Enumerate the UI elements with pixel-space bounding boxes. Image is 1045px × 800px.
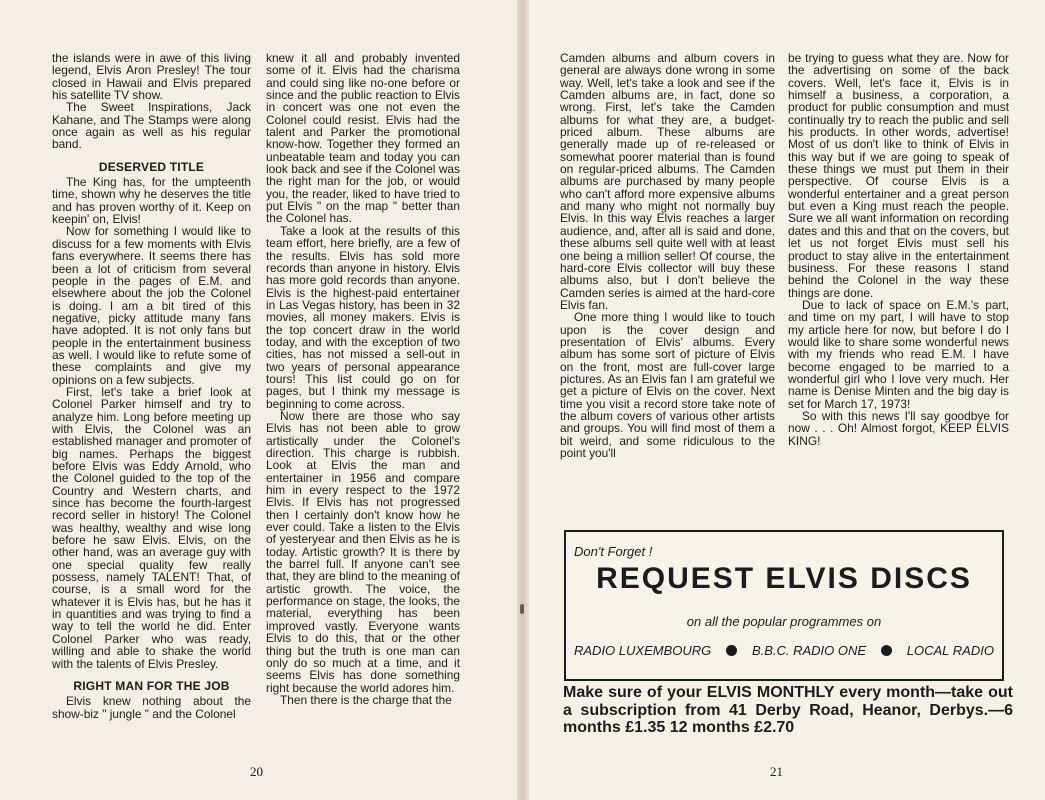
station-local-radio: LOCAL RADIO (906, 643, 994, 658)
bullet-icon (881, 645, 892, 656)
paragraph: So with this news I'll say goodbye for now . . . Oh! Almost forgot, KEEP ELVIS KING! (788, 408, 1009, 448)
ad-dont-forget: Don't Forget ! (574, 544, 653, 559)
paragraph: First, let's take a brief look at Colonel Parker himself and try to analyze him. Long before meeting up with Elvis, the Colonel was an established manager and promoter of big names. Perhaps the biggest before Elvis was Eddy Arnold, who the Colonel guided to the top of the Country and Western charts, and since has become the fourth-largest record seller in history! The Colonel was healthy, wealthy and wise long before he saw Elvis. Elvis, on the other hand, was an average guy with one special quality few really possess, namely TALENT! That, of course, is a small word for the whatever it is Elvis has, but he has it in quantities and was trying to find a way to tell the world he did. Enter Colonel Parker who was ready, willing and able to shake the world with the talents of Elvis Presley. (52, 384, 251, 671)
bullet-icon (726, 645, 737, 656)
page-gutter (517, 0, 529, 800)
right-column-2 (788, 52, 1009, 447)
ad-headline: REQUEST ELVIS DISCS (596, 562, 972, 595)
ad-subline: on all the popular programmes on (686, 614, 882, 629)
paragraph: knew it all and probably invented some of it. Elvis had the charisma and could sing like no-one before or since and the public reaction to Elvis in concert was one not even the Colonel could resist. Elvis had the talent and Parker the promotional know-how. Together they formed an unbeatable team and today you can look back and see if the Colonel was the right man for the job, or would you, the reader, liked to have tried to put Elvis " on the map " better than the Colonel has. (266, 51, 460, 226)
paragraph: Due to lack of space on E.M.'s part, and time on my part, I will have to stop my article here for now, but before I do I would like to share some wonderful news with my friends who read E.M. I have become engaged to be married to a wonderful girl who I love very much. Her name is Denise Minten and the big day is set for March 17, 1973! (788, 297, 1009, 411)
paragraph: The Sweet Inspirations, Jack Kahane, and The Stamps were along once again as well as his regular band. (52, 100, 251, 152)
paragraph: The King has, for the umpteenth time, shown why he deserves the title and has proven worthy of it. Keep on keepin' on, Elvis! (52, 175, 251, 227)
left-column-2 (266, 52, 460, 706)
station-bbc-radio-one: B.B.C. RADIO ONE (751, 643, 867, 658)
paragraph: Now for something I would like to discuss for a few moments with Elvis fans everywhere. It seems there has been a lot of criticism from several people in the pages of E.M. and elsewhere about the job the Colonel is doing. I am a bit tired of this negative, picky attitude many fans have adopted. It is not only fans but people in the entertainment business as well. I would like to refute some of these complaints and give my opinions on a few subjects. (52, 224, 251, 387)
section-heading: RIGHT MAN FOR THE JOB (73, 678, 230, 693)
paragraph: Camden albums and album covers in general are always done wrong in some way. Well, let's take a look and see if the Camden albums are, in fact, done so wrong. First, let's take the Camden albums for what they are, a budget-priced album. These albums are generally made up of re-released or somewhat poorer material than is found on regular-priced albums. The Camden albums are purchased by many people who can't afford more expensive albums and many who might not normally buy Elvis. In this way Elvis reaches a larger audience, and, after all is said and done, these albums sell quite well with at least one being a million seller! Of course, the hard-core Elvis collector will buy these albums also, but I don't believe the Camden series is aimed at the hard-core Elvis fan. (560, 51, 775, 312)
left-column-1 (52, 52, 251, 720)
paragraph: Now there are those who say Elvis has not been able to grow artistically under the Colonel's direction. This charge is rubbish. Look at Elvis the man and entertainer in 1956 and compare him in every respect to the 1972 Elvis. If Elvis has not progressed then I certainly don't know how he ever could. Take a listen to the Elvis of yesteryear and then Elvis as he is today. Artistic growth? It is there by the barrel full. If anyone can't see that, they are blind to the meaning of artistic growth. The voice, the performance on stage, the looks, the material, everything has been improved vastly. Everyone wants Elvis to do this, that or the other thing but the truth is one man can only do so much at a time, and it seems Elvis has done something right because the world adores him. (266, 408, 460, 695)
page-number-left: 20 (250, 764, 263, 779)
page-number-right: 21 (770, 764, 783, 779)
binding-mark (520, 604, 524, 614)
right-column-1 (560, 52, 775, 459)
request-discs-advert (564, 530, 1004, 681)
paragraph: One more thing I would like to touch upon is the cover design and presentation of Elvis' albums. Every album has some sort of picture of Elvis on the front, most are full-cover large pictures. As an Elvis fan I am grateful we get a picture of Elvis on the cover. Next time you visit a record store take note of the album covers of various other artists and groups. You will find most of them a bit weird, and some ridiculous to the point you'll (560, 310, 775, 460)
section-heading: DESERVED TITLE (98, 159, 205, 174)
paragraph: Take a look at the results of this team effort, here briefly, are a few of the results. Elvis has sold more records than anyone in history. Elvis has more gold records than anyone. Elvis is the highest-paid entertainer in Las Vegas history, has been in 32 movies, all money makers. Elvis is the top concert draw in the world today, and with the exception of two cities, has not missed a sell-out in two years of personal appearance tours! This list could go on for pages, but I think my message is beginning to come across. (266, 223, 460, 411)
paragraph: Elvis knew nothing about the show-biz " jungle " and the Colonel (52, 694, 251, 721)
paragraph: the islands were in awe of this living legend, Elvis Aron Presley! The tour closed in Hawaii and Elvis prepared his satellite TV show. (52, 51, 251, 103)
paragraph: Then there is the charge that the (280, 692, 452, 707)
paragraph: be trying to guess what they are. Now for the advertising on some of the back covers. Well, let's face it, Elvis is in himself a business, a corporation, a product for public consumption and must continually try to reach the public and sell his products. In other words, advertise! Most of us don't like to think of Elvis in this way but if we are going to speak of these things we must put them in their perspective. Of course Elvis is a wonderful entertainer and a great person but even a King must reach the people. Sure we all want information on recording dates and this and that on the covers, but let us not forget Elvis must sell his product to stay alive in the entertainment business. For these reasons I stand behind the Colonel in the way these things are done. (788, 51, 1009, 300)
station-radio-luxembourg: RADIO LUXEMBOURG (574, 643, 712, 658)
subscription-notice: Make sure of your ELVIS MONTHLY every month—take out a subscription from 41 Derby Road, Heanor, Derbys.—6 months £1.35 12 months £2.70 (563, 684, 1013, 736)
ad-stations (574, 643, 994, 658)
